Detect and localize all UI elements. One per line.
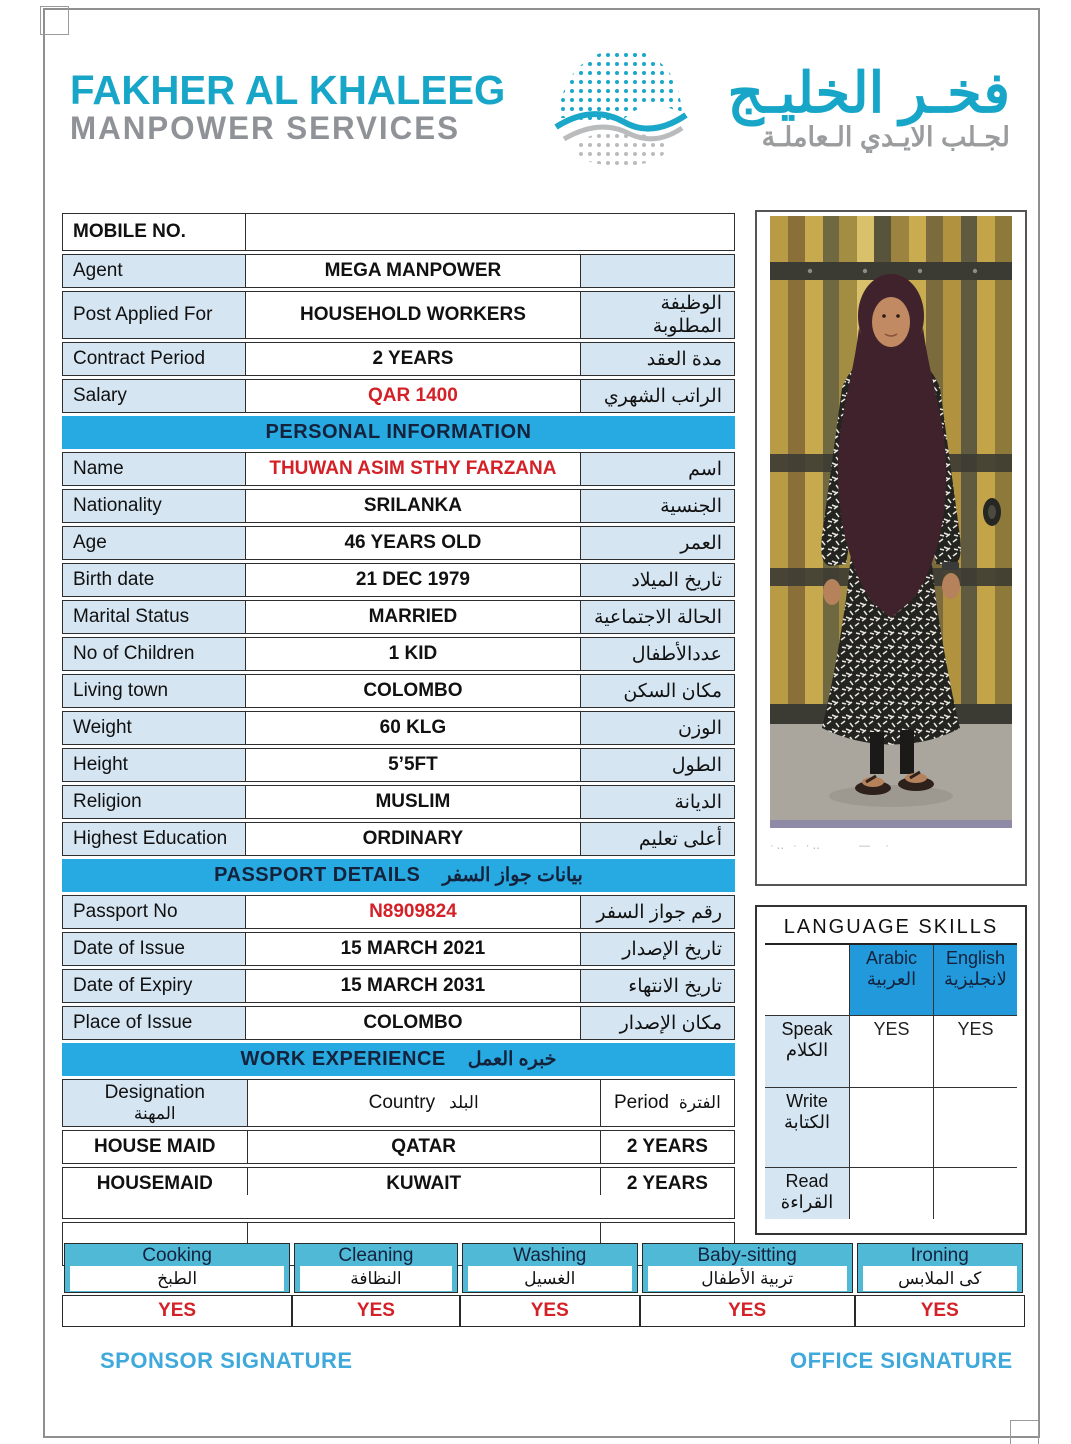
candidate-photo-box <box>755 210 1027 886</box>
personal-header-text: PERSONAL INFORMATION <box>265 421 532 443</box>
read-ar: القراءة <box>780 1191 834 1212</box>
passportno-arabic: رقم جواز السفر <box>580 896 734 928</box>
table-row-marital <box>62 600 735 634</box>
name-label: Name <box>63 453 246 485</box>
skill-babysitting <box>640 1243 855 1327</box>
agency-name-arabic: فخـر الخليـج <box>727 60 1010 124</box>
skill-washing <box>460 1243 640 1327</box>
cooking-ar: الطبخ <box>70 1266 284 1291</box>
ironing-ar: كى الملابس <box>863 1266 1017 1291</box>
agent-label: Agent <box>63 255 246 287</box>
marital-value: MARRIED <box>368 606 458 627</box>
read-english-value <box>933 1167 1017 1219</box>
skill-ironing-header <box>857 1243 1023 1293</box>
work-row-1 <box>62 1130 735 1164</box>
photo-caption-marks: ·‥ · ·‥ — · <box>770 840 892 852</box>
work-table-header-row <box>62 1079 735 1127</box>
weight-value: 60 KLG <box>379 717 447 738</box>
agency-name-english: FAKHER AL KHALEEG <box>70 67 506 114</box>
religion-label: Religion <box>63 786 246 818</box>
lang-corner-cell <box>765 945 849 1015</box>
contract-label: Contract Period <box>63 343 246 375</box>
salary-value: QAR 1400 <box>368 385 458 406</box>
designation-en: Designation <box>104 1082 205 1104</box>
table-row-livingtown <box>62 674 735 708</box>
name-arabic: اسم <box>580 453 734 485</box>
issueplace-arabic: مكان الإصدار <box>580 1007 734 1039</box>
height-value: 5’5FT <box>388 754 438 775</box>
cleaning-en: Cleaning <box>338 1245 414 1266</box>
washing-value: YES <box>460 1295 640 1327</box>
children-label: No of Children <box>63 638 246 670</box>
issuedate-label: Date of Issue <box>63 933 246 965</box>
work-header-ar: خبره العمل <box>467 1049 557 1070</box>
nationality-arabic: الجنسية <box>580 490 734 522</box>
table-row-contract <box>62 342 735 376</box>
agency-logo-english <box>70 67 514 147</box>
skill-cleaning <box>292 1243 460 1327</box>
birthdate-label: Birth date <box>63 564 246 596</box>
marital-arabic: الحالة الاجتماعية <box>580 601 734 633</box>
work-col-country <box>248 1080 600 1126</box>
sponsor-signature-label: SPONSOR SIGNATURE <box>100 1348 353 1373</box>
candidate-photo <box>770 216 1012 828</box>
table-row-mobile <box>62 213 735 251</box>
agency-header <box>70 42 1010 173</box>
language-skills-box <box>755 905 1027 1235</box>
table-row-nationality <box>62 489 735 523</box>
post-arabic: الوظيفة المطلوبة <box>580 292 734 338</box>
height-label: Height <box>63 749 246 781</box>
write-english-value <box>933 1087 1017 1167</box>
issuedate-value: 15 MARCH 2021 <box>340 938 486 959</box>
office-signature-label: OFFICE SIGNATURE <box>790 1348 1013 1373</box>
country-en: Country <box>368 1092 436 1113</box>
expirydate-label: Date of Expiry <box>63 970 246 1002</box>
section-header-passport <box>62 859 735 892</box>
section-header-work <box>62 1043 735 1076</box>
birthdate-value: 21 DEC 1979 <box>355 569 470 590</box>
lang-col-english <box>933 945 1017 1015</box>
livingtown-value: COLOMBO <box>363 680 463 701</box>
age-value: 46 YEARS OLD <box>344 532 482 553</box>
table-row-weight <box>62 711 735 745</box>
mobile-no-value <box>246 214 734 250</box>
cleaning-ar: النظافة <box>300 1266 452 1291</box>
table-row-age <box>62 526 735 560</box>
table-row-birthdate <box>62 563 735 597</box>
children-arabic: عددالأطفال <box>580 638 734 670</box>
work-col-designation <box>63 1080 248 1126</box>
designation-ar: المهنة <box>133 1104 176 1124</box>
work2-period: 2 YEARS <box>600 1168 734 1195</box>
lang-english-ar: لانجليزية <box>944 968 1007 989</box>
table-row-height <box>62 748 735 782</box>
mobile-no-label: MOBILE NO. <box>63 214 246 250</box>
marital-label: Marital Status <box>63 601 246 633</box>
agent-value: MEGA MANPOWER <box>324 260 502 281</box>
age-arabic: العمر <box>580 527 734 559</box>
babysitting-value: YES <box>640 1295 855 1327</box>
weight-arabic: الوزن <box>580 712 734 744</box>
language-skills-table <box>765 945 1017 1219</box>
washing-ar: الغسيل <box>468 1266 632 1291</box>
post-value: HOUSEHOLD WORKERS <box>299 304 526 325</box>
table-row-post <box>62 291 735 339</box>
work-header-en: WORK EXPERIENCE <box>240 1048 446 1070</box>
write-arabic-value <box>849 1087 933 1167</box>
write-ar: الكتابة <box>783 1111 830 1132</box>
skill-babysitting-header <box>642 1243 853 1293</box>
work1-period: 2 YEARS <box>600 1131 734 1163</box>
lang-col-arabic <box>849 945 933 1015</box>
crop-mark-bottom-right <box>1010 1420 1039 1444</box>
crop-mark-top-left <box>40 6 69 35</box>
livingtown-arabic: مكان السكن <box>580 675 734 707</box>
skill-washing-header <box>462 1243 638 1293</box>
table-row-issueplace <box>62 1006 735 1040</box>
agency-logo-arabic <box>727 60 1010 152</box>
issueplace-label: Place of Issue <box>63 1007 246 1039</box>
table-row-passportno <box>62 895 735 929</box>
lang-row-speak <box>765 1015 849 1087</box>
skill-cleaning-header <box>294 1243 458 1293</box>
education-arabic: أعلى تعليم <box>580 823 734 855</box>
speak-ar: الكلام <box>785 1039 829 1060</box>
education-label: Highest Education <box>63 823 246 855</box>
skill-cooking <box>62 1243 292 1327</box>
contract-value: 2 YEARS <box>372 348 454 369</box>
post-label: Post Applied For <box>63 292 246 338</box>
skill-ironing <box>855 1243 1025 1327</box>
agency-subtitle-arabic: لجـلب الايـدي الـعاملـة <box>761 121 1010 152</box>
period-ar: الفترة <box>678 1093 721 1112</box>
table-row-education <box>62 822 735 856</box>
agent-arabic <box>580 255 734 287</box>
table-row-name <box>62 452 735 486</box>
age-label: Age <box>63 527 246 559</box>
birthdate-arabic: تاريخ الميلاد <box>580 564 734 596</box>
passport-header-en: PASSPORT DETAILS <box>214 864 421 886</box>
religion-arabic: الديانة <box>580 786 734 818</box>
speak-english-value: YES <box>933 1015 1017 1087</box>
height-arabic: الطول <box>580 749 734 781</box>
expirydate-arabic: تاريخ الانتهاء <box>580 970 734 1002</box>
work-row-2 <box>62 1167 735 1219</box>
table-row-expirydate <box>62 969 735 1003</box>
nationality-label: Nationality <box>63 490 246 522</box>
lang-arabic-ar: العربية <box>866 968 917 989</box>
lang-arabic-en: Arabic <box>865 948 918 968</box>
table-row-agent <box>62 254 735 288</box>
speak-en: Speak <box>781 1019 833 1039</box>
issueplace-value: COLOMBO <box>363 1012 463 1033</box>
babysitting-ar: تربية الأطفال <box>648 1266 847 1291</box>
issuedate-arabic: تاريخ الإصدار <box>580 933 734 965</box>
table-row-religion <box>62 785 735 819</box>
work2-designation: HOUSEMAID <box>63 1168 248 1195</box>
household-skills-strip <box>62 1243 1025 1327</box>
lang-row-write <box>765 1087 849 1167</box>
lang-english-en: English <box>945 948 1006 968</box>
weight-label: Weight <box>63 712 246 744</box>
passportno-label: Passport No <box>63 896 246 928</box>
cooking-en: Cooking <box>142 1245 212 1266</box>
washing-en: Washing <box>513 1245 587 1266</box>
work1-country: QATAR <box>391 1136 457 1157</box>
children-value: 1 KID <box>388 643 438 664</box>
period-en: Period <box>613 1092 669 1113</box>
salary-label: Salary <box>63 380 246 412</box>
passportno-value: N8909824 <box>369 901 457 922</box>
candidate-info-table <box>62 213 735 1269</box>
country-ar: البلد <box>449 1093 479 1112</box>
agency-subtitle-english: MANPOWER SERVICES <box>70 110 460 147</box>
passport-header-ar: بيانات جواز السفر <box>442 865 583 886</box>
religion-value: MUSLIM <box>375 791 451 812</box>
write-en: Write <box>786 1091 828 1111</box>
work-col-period <box>600 1080 734 1126</box>
babysitting-en: Baby-sitting <box>697 1245 797 1266</box>
livingtown-label: Living town <box>63 675 246 707</box>
ironing-value: YES <box>855 1295 1025 1327</box>
ironing-en: Ironing <box>910 1245 969 1266</box>
skill-cooking-header <box>64 1243 290 1293</box>
education-value: ORDINARY <box>362 828 464 849</box>
work2-country: KUWAIT <box>386 1173 462 1194</box>
read-arabic-value <box>849 1167 933 1219</box>
table-row-salary <box>62 379 735 413</box>
section-header-personal <box>62 416 735 449</box>
read-en: Read <box>785 1171 829 1191</box>
cooking-value: YES <box>62 1295 292 1327</box>
expirydate-value: 15 MARCH 2031 <box>340 975 486 996</box>
table-row-issuedate <box>62 932 735 966</box>
work1-designation: HOUSE MAID <box>63 1131 248 1163</box>
name-value: THUWAN ASIM STHY FARZANA <box>269 458 557 479</box>
salary-arabic: الراتب الشهري <box>580 380 734 412</box>
agency-globe-logo-icon <box>550 42 692 173</box>
language-skills-title: LANGUAGE SKILLS <box>765 911 1017 945</box>
table-row-children <box>62 637 735 671</box>
cleaning-value: YES <box>292 1295 460 1327</box>
speak-arabic-value: YES <box>849 1015 933 1087</box>
nationality-value: SRILANKA <box>363 495 462 516</box>
lang-row-read <box>765 1167 849 1219</box>
contract-arabic: مدة العقد <box>580 343 734 375</box>
